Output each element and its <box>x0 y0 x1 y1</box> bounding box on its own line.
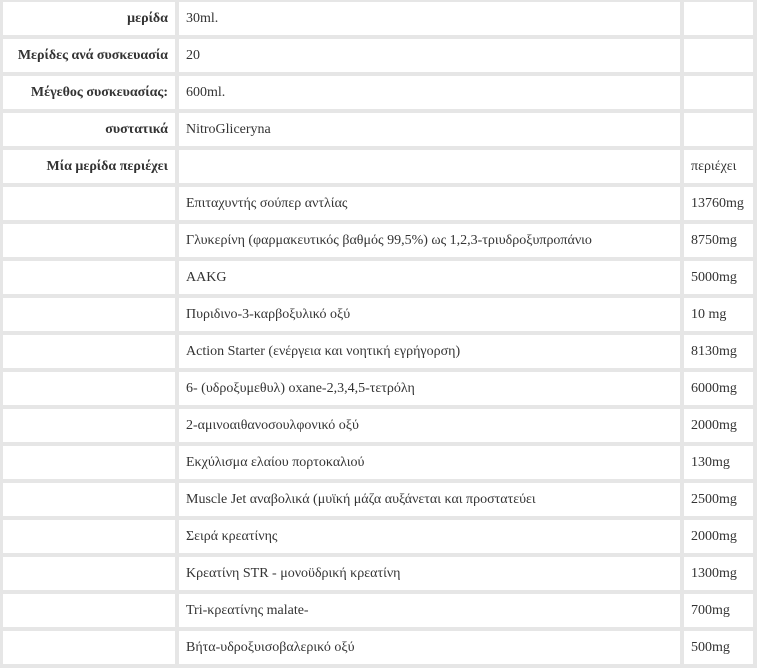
row-label: μερίδα <box>3 2 175 35</box>
row-value <box>179 150 680 183</box>
row-value: Σειρά κρεατίνης <box>179 520 680 553</box>
row-amount: 700mg <box>684 594 753 627</box>
row-value: Βήτα-υδροξυισοβαλερικό οξύ <box>179 631 680 664</box>
row-label <box>3 187 175 220</box>
row-label <box>3 409 175 442</box>
row-amount: 10 mg <box>684 298 753 331</box>
row-label <box>3 372 175 405</box>
table-row <box>3 113 753 146</box>
row-amount: 2000mg <box>684 520 753 553</box>
row-value: AAKG <box>179 261 680 294</box>
row-amount <box>684 113 753 146</box>
row-amount: 2000mg <box>684 409 753 442</box>
table-body <box>3 2 753 664</box>
table-row <box>3 594 753 627</box>
table-row <box>3 187 753 220</box>
table-row <box>3 224 753 257</box>
row-value: 2-αμινοαιθανοσουλφονικό οξύ <box>179 409 680 442</box>
row-label <box>3 520 175 553</box>
row-label <box>3 483 175 516</box>
row-value: NitroGliceryna <box>179 113 680 146</box>
row-label: Μέγεθος συσκευασίας: <box>3 76 175 109</box>
table-row <box>3 446 753 479</box>
row-amount <box>684 39 753 72</box>
row-label <box>3 298 175 331</box>
row-value: Γλυκερίνη (φαρμακευτικός βαθμός 99,5%) ως 1,2,3-τριυδροξυπροπάνιο <box>179 224 680 257</box>
row-label <box>3 261 175 294</box>
row-value: Πυριδινο-3-καρβοξυλικό οξύ <box>179 298 680 331</box>
table-row <box>3 631 753 664</box>
row-amount: 130mg <box>684 446 753 479</box>
row-label <box>3 557 175 590</box>
row-value: Κρεατίνη STR - μονοϋδρική κρεατίνη <box>179 557 680 590</box>
row-value: Action Starter (ενέργεια και νοητική εγρήγορση) <box>179 335 680 368</box>
table-row <box>3 150 753 183</box>
row-value: 600ml. <box>179 76 680 109</box>
row-value: 20 <box>179 39 680 72</box>
table-row <box>3 557 753 590</box>
table-row <box>3 335 753 368</box>
row-value: Muscle Jet αναβολικά (μυϊκή μάζα αυξάνεται και προστατεύει <box>179 483 680 516</box>
row-amount: 6000mg <box>684 372 753 405</box>
row-label <box>3 631 175 664</box>
row-amount: 1300mg <box>684 557 753 590</box>
row-label <box>3 224 175 257</box>
row-amount: 8130mg <box>684 335 753 368</box>
row-label <box>3 335 175 368</box>
row-label: Μερίδες ανά συσκευασία <box>3 39 175 72</box>
row-amount: 2500mg <box>684 483 753 516</box>
table-row <box>3 483 753 516</box>
table-row <box>3 2 753 35</box>
row-amount: 8750mg <box>684 224 753 257</box>
row-value: 30ml. <box>179 2 680 35</box>
row-amount: 5000mg <box>684 261 753 294</box>
row-value: Εκχύλισμα ελαίου πορτοκαλιού <box>179 446 680 479</box>
row-value: Tri-κρεατίνης malate- <box>179 594 680 627</box>
row-value: 6- (υδροξυμεθυλ) oxane-2,3,4,5-τετρόλη <box>179 372 680 405</box>
row-label: συστατικά <box>3 113 175 146</box>
row-value: Επιταχυντής σούπερ αντλίας <box>179 187 680 220</box>
row-amount <box>684 2 753 35</box>
table-row <box>3 520 753 553</box>
table-row <box>3 261 753 294</box>
table-row <box>3 298 753 331</box>
table-row <box>3 39 753 72</box>
row-amount: περιέχει <box>684 150 753 183</box>
row-label: Μία μερίδα περιέχει <box>3 150 175 183</box>
row-label <box>3 594 175 627</box>
row-amount: 13760mg <box>684 187 753 220</box>
row-amount <box>684 76 753 109</box>
table-row <box>3 372 753 405</box>
row-label <box>3 446 175 479</box>
table-row <box>3 76 753 109</box>
table-row <box>3 409 753 442</box>
row-amount: 500mg <box>684 631 753 664</box>
